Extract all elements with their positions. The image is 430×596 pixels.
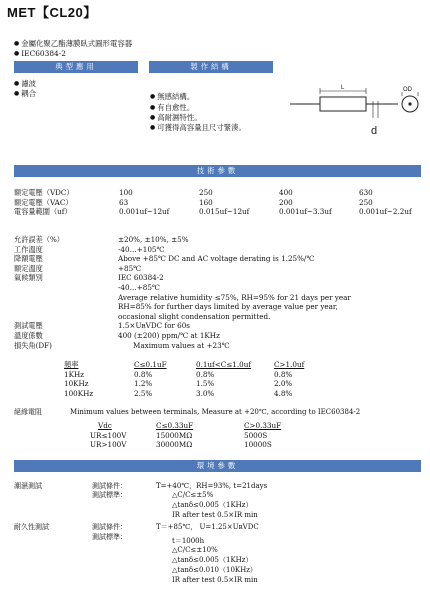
environment-header: 環境參數 (14, 460, 421, 472)
list-item: 額定溫度 +85℃ (14, 263, 142, 273)
structure-feature: ● 無感結構。 (150, 92, 194, 103)
endurance-time: t＝1000h (172, 537, 205, 545)
dim-od-label: OD (403, 87, 412, 93)
endurance-std-line: △tanδ≤0.010（10KHz） (172, 566, 257, 574)
humidity-std-line: △C/C≤±5% (172, 491, 214, 499)
dim-d-label: d (371, 125, 378, 137)
list-item: 允許誤差（%） ±20%, ±10%, ±5% (14, 235, 189, 244)
list-item: 工作溫度 -40…+105℃ (14, 244, 165, 254)
product-description: ● 金屬化聚乙酯薄膜臥式圓形電容器 (14, 39, 132, 50)
insulation-label: 絕緣電阻 (14, 408, 42, 416)
endurance-cond-value: T＝+85℃， U=1.25×UʀVDC (156, 523, 259, 531)
list-item: occasional slight condensation permitted. (118, 311, 271, 321)
application-item: ● 耦合 (14, 89, 36, 100)
endurance-cond-label: 測試條件： (92, 523, 127, 531)
table-row: 額定電壓（VAC） 63 160 200 250 (14, 197, 373, 207)
list-item: 氣候類別 IEC 60384-2 (14, 273, 164, 283)
humidity-cond-label: 測試條件： (92, 482, 127, 490)
spec-list (14, 235, 351, 350)
table-row: 額定電壓（VDC） 100 250 400 630 (14, 188, 373, 197)
list-item: 損失角(DF) Maximum values at +23℃ (14, 340, 230, 350)
list-item: Average relative humidity ≤75%, RH=95% for 21 days per year (118, 292, 351, 302)
humidity-std-line: IR after test 0.5×IR min (172, 511, 258, 519)
list-item: RH=85% for further days limited by average value per year, (118, 302, 338, 312)
structure-header: 製作結構 (149, 61, 273, 73)
endurance-std-label: 測試標準： (92, 533, 127, 541)
table-row: UR>100V 30000MΩ 10000S (90, 440, 272, 450)
dim-l-label: L (341, 85, 345, 91)
capacitor-dimension-drawing (290, 82, 422, 140)
table-row: 1KHz 0.8% 0.8% 0.8% (64, 369, 293, 379)
list-item: 溫度係數 400 (±200) ppm/℃ at 1KHz (14, 330, 220, 340)
humidity-cond-value: T=+40℃，RH=93%, t=21days (156, 482, 268, 490)
page-title: MET【CL20】 (7, 5, 97, 20)
product-standard: ● IEC60384-2 (14, 49, 66, 60)
insulation-caption: Minimum values between terminals, Measure at +20℃, according to IEC60384-2 (70, 408, 361, 416)
endurance-std-line: △C/C≤±10% (172, 546, 218, 554)
endurance-std-line: △tanδ≤0.005（1KHz） (172, 556, 253, 564)
list-item: -40…+85℃ (118, 282, 160, 292)
humidity-std-line: △tanδ≤0.005（1KHz） (172, 501, 253, 509)
ratings-table (14, 188, 412, 217)
table-row: 10KHz 1.2% 1.5% 2.0% (64, 379, 293, 389)
application-item: ● 濾波 (14, 79, 36, 90)
structure-feature: ● 可獲得高容量且尺寸緊湊。 (150, 123, 246, 134)
list-item: 測試電壓 1.5×UʀVDC for 60s (14, 321, 190, 331)
table-row: 電容量範圍（uf） 0.001uf~12uf 0.015uf~12uf 0.001uf~3.3uf 0.001uf~2.2uf (14, 207, 412, 217)
table-header-row: 頻率 C≤0.1uF 0.1uf<C≤1.0uf C>1.0uf (64, 360, 305, 369)
list-item: 降額電壓 Above +85℃ DC and AC voltage derating is 1.25%/℃ (14, 254, 315, 264)
applications-header: 典型應用 (14, 61, 138, 73)
endurance-test-label: 耐久性測試 (14, 523, 49, 531)
insulation-table (88, 421, 281, 450)
tech-params-header: 技術參數 (14, 165, 421, 177)
dissipation-table (58, 360, 304, 398)
table-row: 100KHz 2.5% 3.0% 4.8% (64, 388, 293, 398)
endurance-std-line: IR after test 0.5×IR min (172, 576, 258, 584)
structure-feature: ● 高耐濕特性。 (150, 113, 202, 124)
table-row: UR≤100V 15000MΩ 5000S (90, 430, 268, 440)
humidity-test-label: 潮濕測試 (14, 482, 42, 490)
structure-feature: ● 有自愈性。 (150, 103, 194, 114)
table-header-row: Vdc C≤0.33uF C>0.33uF (98, 421, 282, 430)
humidity-std-label: 測試標準： (92, 491, 127, 499)
